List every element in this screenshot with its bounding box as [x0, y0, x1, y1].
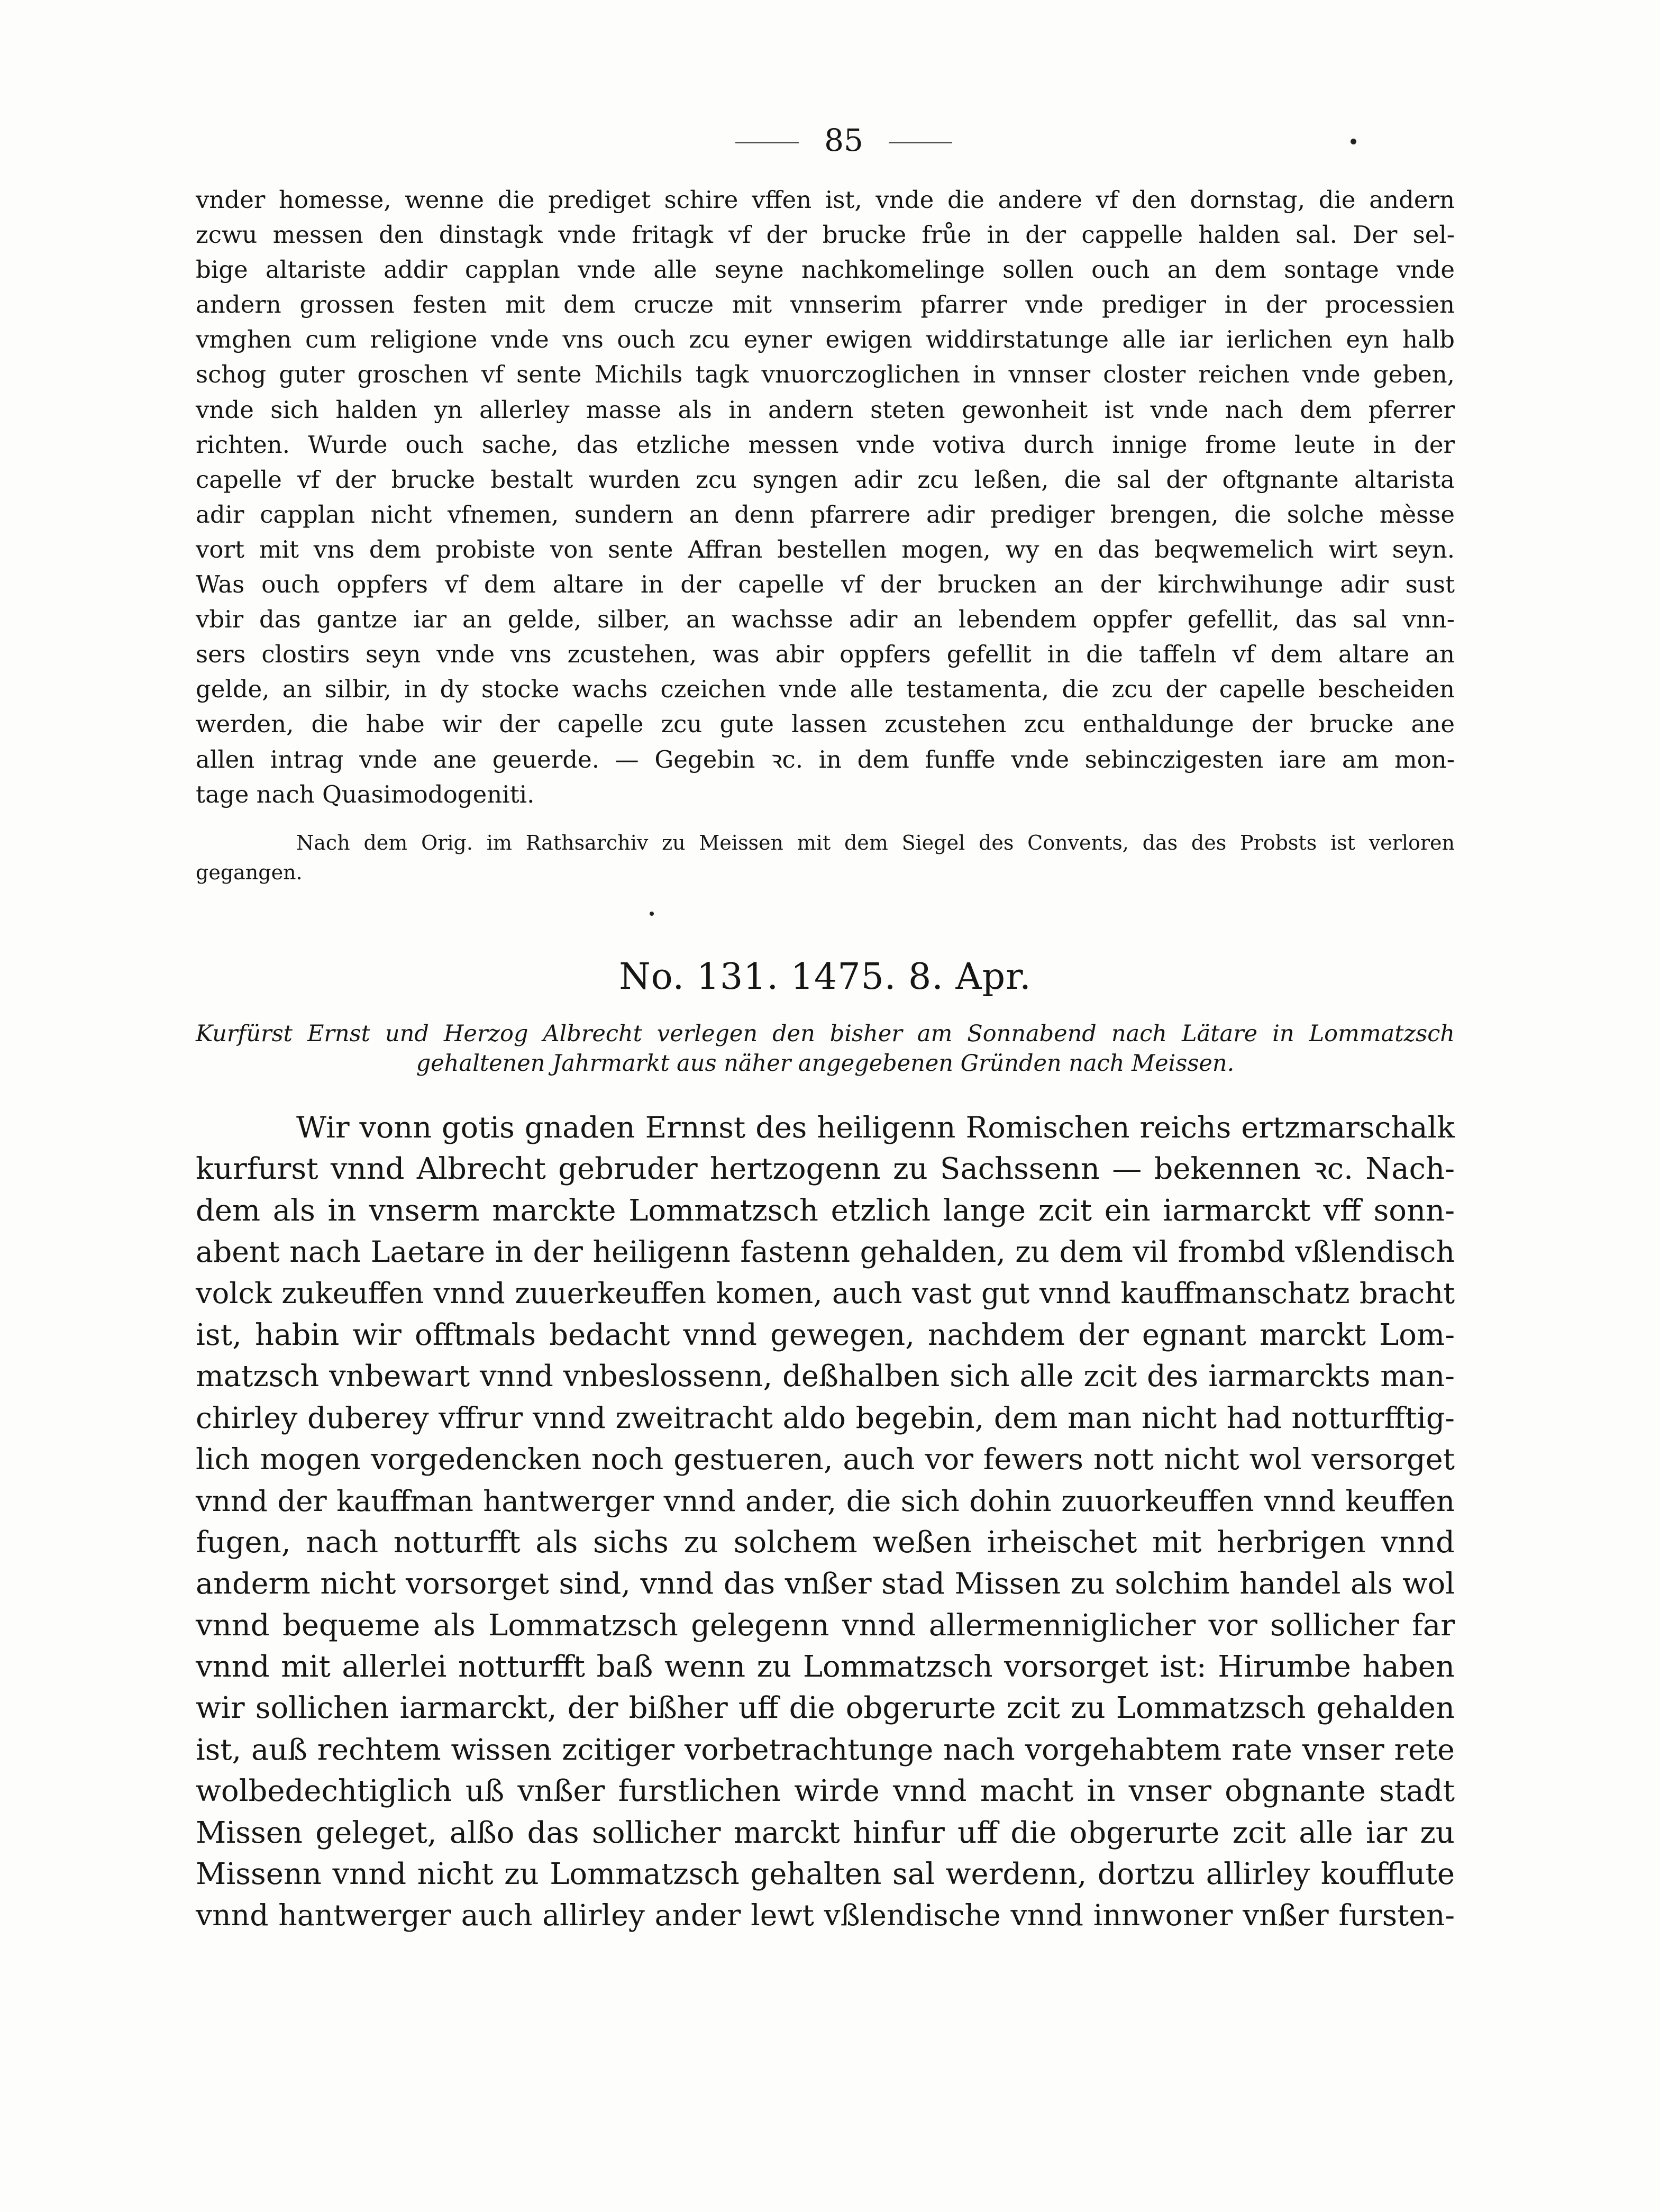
source-note [196, 828, 1455, 887]
text-line: anderm nicht vorsorget sind, vnnd das vnßer stad Missen zu solchim handel als wol [196, 1567, 1455, 1601]
text-line: zcwu messen den dinstagk vnde fritagk vf der brucke frůe in der cappelle halden sal. Der sel- [196, 221, 1455, 249]
text-line: ist, habin wir offtmals bedacht vnnd gewegen, nachdem der egnant marckt Lom- [196, 1317, 1455, 1352]
continuation-paragraph [196, 183, 1455, 812]
text-line: dem als in vnserm marckte Lommatzsch etzlich lange zcit ein iarmarckt vff sonn- [196, 1193, 1455, 1228]
text-line: allen intrag vnde ane geuerde. — Gegebin ꝛc. in dem funffe vnde sebinczigesten iare am mon- [196, 745, 1455, 773]
text-line: wir sollichen iarmarckt, der bißher uff die obgerurte zcit zu Lommatzsch gehalden [196, 1691, 1455, 1726]
page-number: 85 [824, 122, 863, 158]
header-rule-left [735, 142, 799, 143]
text-line: tage nach Quasimodogeniti. [196, 780, 535, 808]
text-line: vnnd bequeme als Lommatzsch gelegenn vnnd allermenniglicher vor sollicher far [196, 1608, 1455, 1643]
text-line: vnder homesse, wenne die prediget schire vffen ist, vnde die andere vf den dornstag, die andern [196, 186, 1455, 214]
summary-line: Kurfürst Ernst und Herzog Albrecht verlegen den bisher am Sonnabend nach Lätare in Lommatzsch [196, 1020, 1455, 1047]
text-line: ist, auß rechtem wissen zcitiger vorbetrachtunge nach vorgehabtem rate vnser rete [196, 1733, 1455, 1767]
text-line: vbir das gantze iar an gelde, silber, an wachsse adir an lebendem oppfer gefellit, das sal vnn- [196, 605, 1455, 634]
text-line: vnnd mit allerlei notturfft baß wenn zu Lommatzsch vorsorget ist: Hirumbe haben [196, 1649, 1455, 1684]
document-summary [196, 1019, 1455, 1078]
text-line: fugen, nach notturfft als sichs zu solchem weßen irheischet mit herbrigen vnnd [196, 1525, 1455, 1560]
text-line: wolbedechtiglich uß vnßer furstlichen wirde vnnd macht in vnser obgnante stadt [196, 1774, 1455, 1809]
text-line: adir capplan nicht vfnemen, sundern an denn pfarrere adir prediger brengen, die solche mèsse [196, 500, 1455, 529]
text-line: sers clostirs seyn vnde vns zcustehen, was abir oppfers gefellit in die taffeln vf dem altare an [196, 640, 1455, 669]
text-line: volck zukeuffen vnnd zuuerkeuffen komen, auch vast gut vnnd kauffmanschatz bracht [196, 1277, 1455, 1310]
text-line: chirley duberey vffrur vnnd zweitracht aldo begebin, dem man nicht had notturfftig- [196, 1401, 1455, 1435]
note-line: gegangen. [196, 860, 303, 884]
text-line: andern grossen festen mit dem crucze mit vnnserim pfarrer vnde prediger in der processien [196, 290, 1455, 319]
text-line: abent nach Laetare in der heiligenn fastenn gehalden, zu dem vil frombd vßlendisch [196, 1235, 1455, 1269]
text-line: richten. Wurde ouch sache, das etzliche messen vnde votiva durch innige frome leute in der [196, 430, 1455, 459]
text-line: vnnd der kauffman hantwerger vnnd ander, die sich dohin zuuorkeuffen vnnd keuffen [196, 1484, 1455, 1518]
document-heading: No. 131. 1475. 8. Apr. [619, 955, 1032, 998]
header-rule-right [889, 142, 952, 143]
document-text [196, 1107, 1455, 1937]
text-line: Missenn vnnd nicht zu Lommatzsch gehalten sal werdenn, dortzu allirley koufflute [196, 1857, 1455, 1891]
text-line: vnnd hantwerger auch allirley ander lewt vßlendische vnnd innwoner vnßer fursten- [196, 1899, 1455, 1933]
text-line: capelle vf der brucke bestalt wurden zcu syngen adir zcu leßen, die sal der oftgnante altarista [196, 465, 1455, 494]
note-line: Nach dem Orig. im Rathsarchiv zu Meissen mit dem Siegel des Convents, das des Probsts ist verloren [296, 831, 1455, 854]
text-line: schog guter groschen vf sente Michils tagk vnuorczoglichen in vnnser closter reichen vnde geben, [196, 360, 1455, 389]
text-line: kurfurst vnnd Albrecht gebruder hertzogenn zu Sachssenn — bekennen ꝛc. Nach- [196, 1152, 1455, 1187]
text-line: Was ouch oppfers vf dem altare in der capelle vf der brucken an der kirchwihunge adir sust [196, 570, 1455, 599]
text-line: vnde sich halden yn allerley masse als in andern steten gewonheit ist vnde nach dem pferrer [196, 395, 1455, 424]
text-line: Wir vonn gotis gnaden Ernnst des heiligenn Romischen reichs ertzmarschalk [296, 1110, 1455, 1145]
summary-line: gehaltenen Jahrmarkt aus näher angegebenen Gründen nach Meissen. [416, 1050, 1235, 1077]
text-line: werden, die habe wir der capelle zcu gute lassen zcustehen zcu enthaldunge der brucke ane [196, 710, 1455, 739]
text-line: vmghen cum religione vnde vns ouch zcu eyner ewigen widdirstatunge alle iar ierlichen eyn halb [196, 325, 1455, 354]
text-line: Missen geleget, alßo das sollicher marckt hinfur uff die obgerurte zcit alle iar zu [196, 1815, 1455, 1850]
page-header [233, 122, 1455, 159]
text-line: matzsch vnbewart vnnd vnbeslossenn, deßhalben sich alle zcit des iarmarckts man- [196, 1359, 1455, 1394]
text-line: gelde, an silbir, in dy stocke wachs czeichen vnde alle testamenta, die zcu der capelle bescheiden [196, 675, 1455, 704]
book-page [196, 122, 1455, 1937]
text-line: vort mit vns dem probiste von sente Affran bestellen mogen, wy en das beqwemelich wirt seyn. [196, 535, 1455, 563]
text-line: bige altariste addir capplan vnde alle seyne nachkomelinge sollen ouch an dem sontage vnde [196, 256, 1455, 284]
text-line: lich mogen vorgedencken noch gestueren, auch vor fewers nott nicht wol versorget [196, 1442, 1455, 1477]
